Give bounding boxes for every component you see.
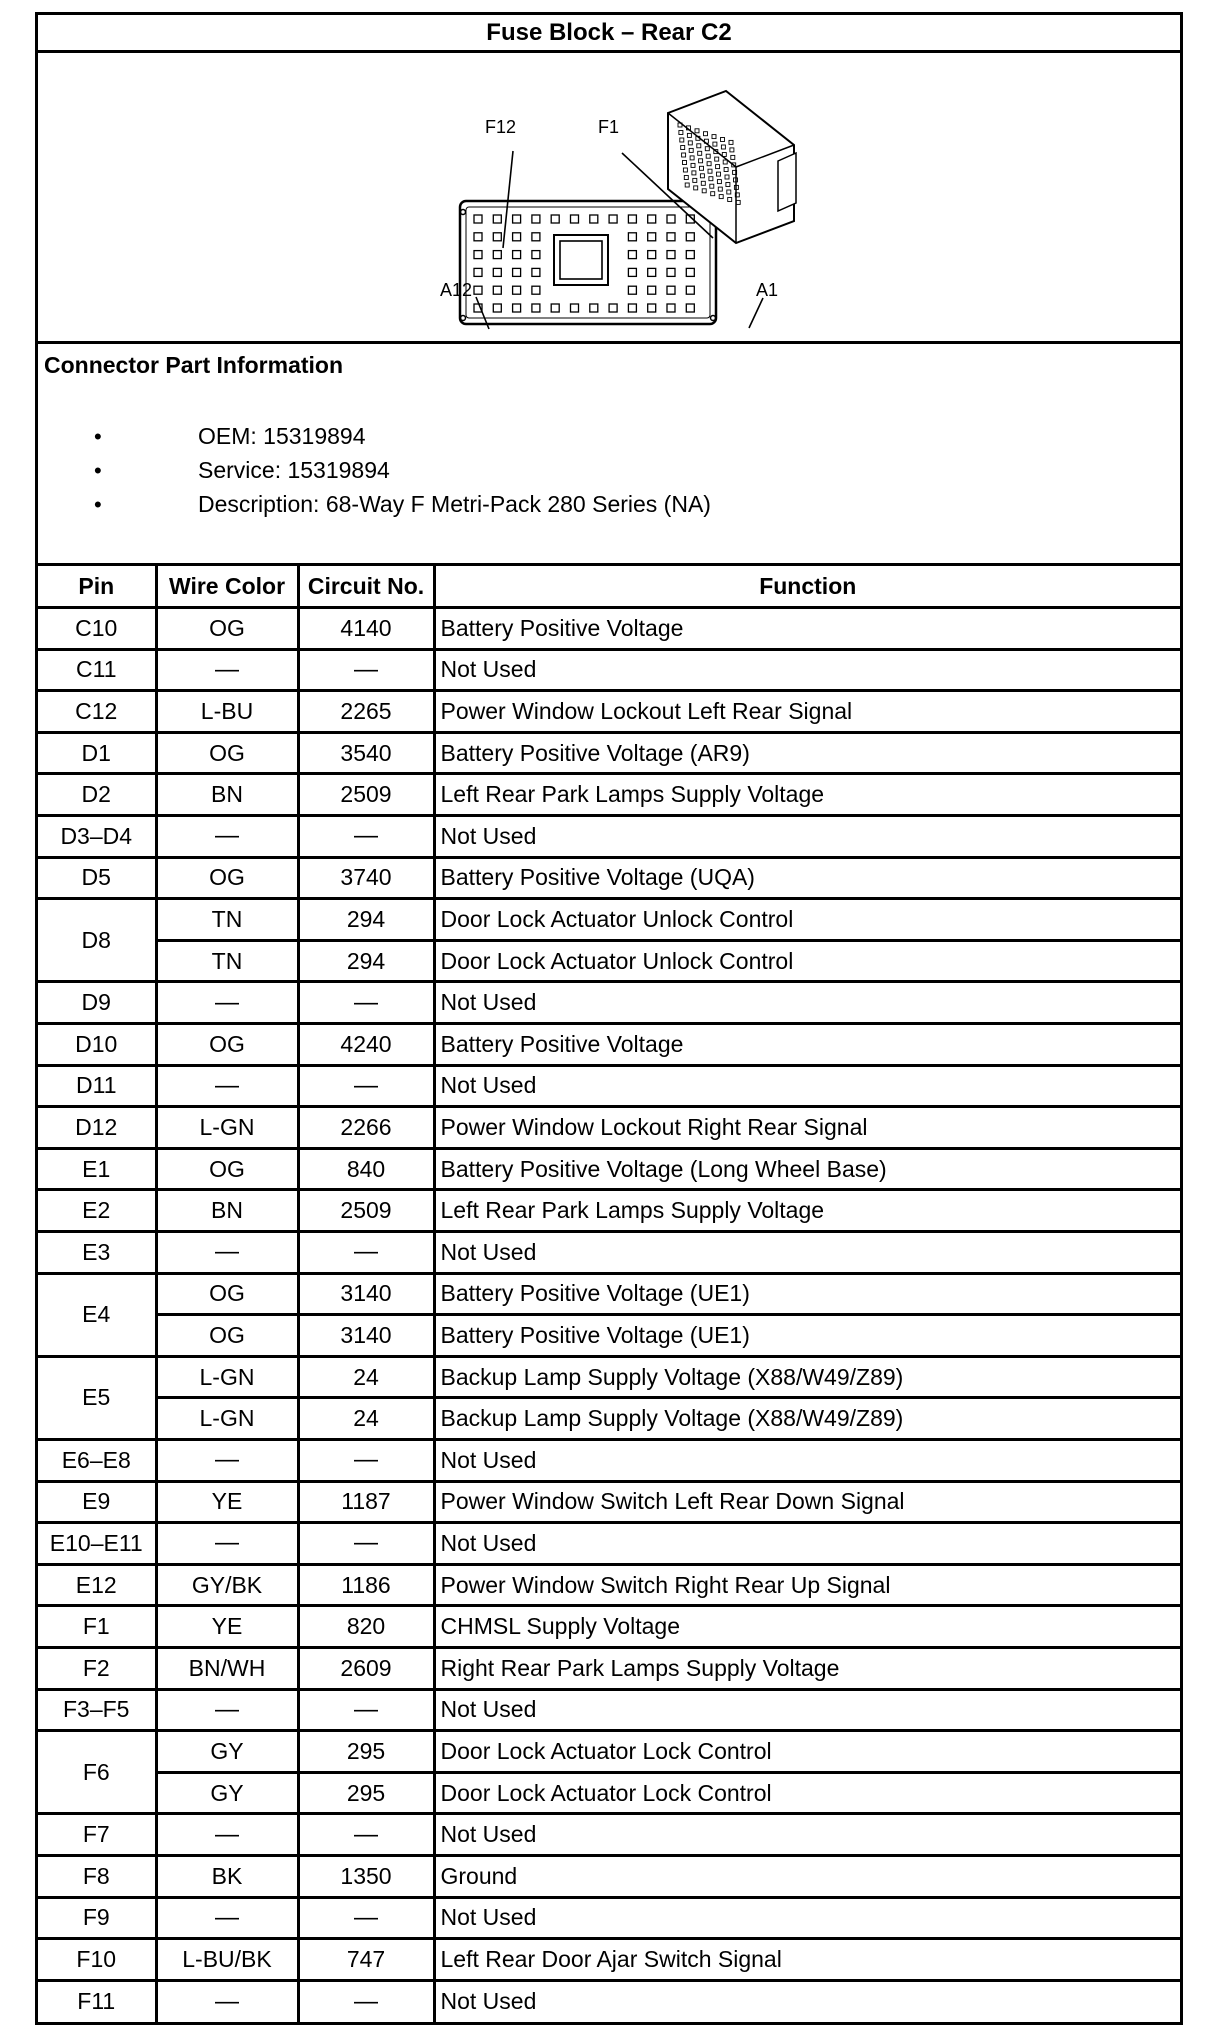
cell-circuit-no: —	[298, 1814, 434, 1856]
table-row	[38, 732, 1180, 774]
connector-sheet	[35, 12, 1183, 2025]
table-row	[38, 1398, 1180, 1440]
cell-circuit-no: 24	[298, 1398, 434, 1440]
cell-wire-color: —	[156, 816, 298, 858]
pin-cavity	[667, 304, 675, 312]
bullet: •	[94, 492, 102, 517]
pin-cavity	[667, 286, 675, 294]
cell-wire-color: OG	[156, 1148, 298, 1190]
cell-wire-color: TN	[156, 899, 298, 941]
cell-wire-color: —	[156, 1814, 298, 1856]
connector-info-list	[94, 419, 711, 521]
pin-cavity	[628, 304, 636, 312]
pin-cavity	[493, 251, 501, 259]
cell-wire-color: L-BU/BK	[156, 1939, 298, 1981]
cell-wire-color: BK	[156, 1855, 298, 1897]
table-row	[38, 1232, 1180, 1274]
table-row	[38, 1689, 1180, 1731]
pin-cavity	[474, 286, 482, 294]
pin-cavity	[667, 233, 675, 241]
table-row	[38, 1731, 1180, 1773]
cell-pin: E10–E11	[38, 1523, 156, 1565]
cell-circuit-no: 1187	[298, 1481, 434, 1523]
cell-circuit-no: 2509	[298, 1190, 434, 1232]
info-text: Service: 15319894	[198, 457, 390, 483]
table-row	[38, 1814, 1180, 1856]
pin-cavity	[493, 286, 501, 294]
pin-cavity	[648, 215, 656, 223]
f12-leader-line	[503, 151, 513, 248]
cell-pin: E6–E8	[38, 1439, 156, 1481]
cell-pin: F10	[38, 1939, 156, 1981]
table-row	[38, 1273, 1180, 1315]
cell-function: Backup Lamp Supply Voltage (X88/W49/Z89)	[434, 1398, 1180, 1440]
info-item-oem	[94, 419, 711, 453]
cell-circuit-no: —	[298, 1232, 434, 1274]
cell-pin: E2	[38, 1190, 156, 1232]
cell-pin: F7	[38, 1814, 156, 1856]
cell-wire-color: L-GN	[156, 1398, 298, 1440]
cell-function: Not Used	[434, 649, 1180, 691]
cell-pin: E9	[38, 1481, 156, 1523]
pin-cavity	[667, 251, 675, 259]
pin-cavity	[551, 215, 559, 223]
cell-pin: C11	[38, 649, 156, 691]
table-row	[38, 1065, 1180, 1107]
cell-function: Not Used	[434, 1232, 1180, 1274]
pin-cavity	[628, 268, 636, 276]
cell-circuit-no: —	[298, 816, 434, 858]
table-row	[38, 1855, 1180, 1897]
pin-cavity	[532, 268, 540, 276]
cell-circuit-no: 820	[298, 1606, 434, 1648]
cell-pin: F9	[38, 1897, 156, 1939]
pin-cavity	[628, 233, 636, 241]
cell-wire-color: OG	[156, 1024, 298, 1066]
pin-cavity	[609, 215, 617, 223]
pinout-table-body	[38, 608, 1180, 2022]
cell-function: Not Used	[434, 1439, 1180, 1481]
bullet: •	[94, 424, 102, 449]
cell-circuit-no: 1186	[298, 1564, 434, 1606]
pin-cavity	[686, 286, 694, 294]
cell-function: Door Lock Actuator Unlock Control	[434, 899, 1180, 941]
cell-pin: D8	[38, 899, 156, 982]
table-row	[38, 608, 1180, 650]
cell-circuit-no: 3140	[298, 1273, 434, 1315]
cell-function: Power Window Switch Left Rear Down Signal	[434, 1481, 1180, 1523]
info-text: Description: 68-Way F Metri-Pack 280 Series (NA)	[198, 491, 711, 517]
pin-cavity	[493, 304, 501, 312]
pin-cavity	[532, 215, 540, 223]
cell-circuit-no: 294	[298, 899, 434, 941]
table-row	[38, 774, 1180, 816]
connector-face-drawing	[38, 53, 1180, 341]
cell-function: Not Used	[434, 1523, 1180, 1565]
table-row	[38, 1980, 1180, 2022]
cell-pin: D11	[38, 1065, 156, 1107]
cell-circuit-no: 295	[298, 1772, 434, 1814]
cell-function: Door Lock Actuator Unlock Control	[434, 940, 1180, 982]
cell-wire-color: BN	[156, 1190, 298, 1232]
pin-cavity	[474, 215, 482, 223]
pin-cavity	[648, 304, 656, 312]
cell-wire-color: —	[156, 649, 298, 691]
cell-pin: F8	[38, 1855, 156, 1897]
pin-cavity	[686, 304, 694, 312]
cell-wire-color: BN	[156, 774, 298, 816]
pin-cavity	[532, 251, 540, 259]
cell-circuit-no: 1350	[298, 1855, 434, 1897]
pin-cavity	[628, 286, 636, 294]
cell-pin: F2	[38, 1647, 156, 1689]
table-row	[38, 1897, 1180, 1939]
table-row	[38, 857, 1180, 899]
cell-circuit-no: 24	[298, 1356, 434, 1398]
cell-wire-color: GY	[156, 1772, 298, 1814]
cell-wire-color: OG	[156, 608, 298, 650]
table-row	[38, 1772, 1180, 1814]
pin-cavity	[532, 286, 540, 294]
table-row	[38, 1606, 1180, 1648]
corner-pin-f12	[461, 210, 466, 215]
cell-pin: D3–D4	[38, 816, 156, 858]
table-row	[38, 816, 1180, 858]
pin-cavity	[686, 268, 694, 276]
cell-wire-color: YE	[156, 1481, 298, 1523]
table-row	[38, 1356, 1180, 1398]
info-item-description	[94, 487, 711, 521]
table-row	[38, 1107, 1180, 1149]
table-header-row	[38, 566, 1180, 608]
cell-circuit-no: 3740	[298, 857, 434, 899]
cell-pin: C10	[38, 608, 156, 650]
cell-pin: F6	[38, 1731, 156, 1814]
cell-function: Not Used	[434, 816, 1180, 858]
pin-cavity	[648, 286, 656, 294]
cell-circuit-no: 747	[298, 1939, 434, 1981]
cell-circuit-no: 840	[298, 1148, 434, 1190]
cell-wire-color: GY	[156, 1731, 298, 1773]
cell-function: Not Used	[434, 1689, 1180, 1731]
table-row	[38, 982, 1180, 1024]
cell-function: Door Lock Actuator Lock Control	[434, 1731, 1180, 1773]
cell-pin: F1	[38, 1606, 156, 1648]
cell-pin: D5	[38, 857, 156, 899]
cell-wire-color: YE	[156, 1606, 298, 1648]
label-a12: A12	[440, 280, 473, 300]
cell-function: Battery Positive Voltage (UE1)	[434, 1273, 1180, 1315]
cell-function: Power Window Switch Right Rear Up Signal	[434, 1564, 1180, 1606]
pin-cavity	[648, 251, 656, 259]
cell-function: Not Used	[434, 1897, 1180, 1939]
pinout-table	[38, 566, 1180, 2022]
cell-function: Left Rear Door Ajar Switch Signal	[434, 1939, 1180, 1981]
cell-wire-color: —	[156, 1232, 298, 1274]
cell-wire-color: OG	[156, 1315, 298, 1357]
cell-circuit-no: 2266	[298, 1107, 434, 1149]
label-a1: A1	[756, 280, 779, 300]
table-row	[38, 899, 1180, 941]
table-row	[38, 1481, 1180, 1523]
header-function: Function	[434, 566, 1180, 608]
cell-wire-color: —	[156, 1065, 298, 1107]
cell-function: Right Rear Park Lamps Supply Voltage	[434, 1647, 1180, 1689]
pin-cavity	[648, 268, 656, 276]
header-pin: Pin	[38, 566, 156, 608]
cell-wire-color: OG	[156, 1273, 298, 1315]
corner-pin-a1	[711, 316, 716, 321]
cell-function: Ground	[434, 1855, 1180, 1897]
a1-leader-line	[749, 298, 763, 328]
pin-cavity	[628, 215, 636, 223]
label-f12: F12	[485, 117, 517, 137]
cell-circuit-no: 4140	[298, 608, 434, 650]
cell-function: Not Used	[434, 1814, 1180, 1856]
table-row	[38, 1564, 1180, 1606]
cell-function: Door Lock Actuator Lock Control	[434, 1772, 1180, 1814]
table-row	[38, 1148, 1180, 1190]
cell-wire-color: L-BU	[156, 691, 298, 733]
pin-cavity	[667, 215, 675, 223]
pin-cavity	[571, 304, 579, 312]
cell-circuit-no: 295	[298, 1731, 434, 1773]
cell-function: CHMSL Supply Voltage	[434, 1606, 1180, 1648]
table-row	[38, 691, 1180, 733]
cell-pin: E1	[38, 1148, 156, 1190]
cell-function: Battery Positive Voltage (UQA)	[434, 857, 1180, 899]
cell-function: Backup Lamp Supply Voltage (X88/W49/Z89)	[434, 1356, 1180, 1398]
pin-cavity	[648, 233, 656, 241]
pin-cavity	[686, 233, 694, 241]
cell-circuit-no: 3540	[298, 732, 434, 774]
table-row	[38, 1939, 1180, 1981]
cell-pin: E4	[38, 1273, 156, 1356]
table-row	[38, 1024, 1180, 1066]
cell-function: Battery Positive Voltage	[434, 608, 1180, 650]
pin-cavity	[493, 233, 501, 241]
cell-circuit-no: 2609	[298, 1647, 434, 1689]
cell-function: Not Used	[434, 1065, 1180, 1107]
cell-wire-color: BN/WH	[156, 1647, 298, 1689]
cell-wire-color: —	[156, 982, 298, 1024]
cell-circuit-no: —	[298, 1439, 434, 1481]
table-row	[38, 1315, 1180, 1357]
cell-circuit-no: —	[298, 982, 434, 1024]
cell-circuit-no: 3140	[298, 1315, 434, 1357]
pin-cavity	[513, 251, 521, 259]
connector-info-heading: Connector Part Information	[44, 352, 344, 378]
cell-function: Power Window Lockout Left Rear Signal	[434, 691, 1180, 733]
cell-wire-color: —	[156, 1980, 298, 2022]
cell-pin: D12	[38, 1107, 156, 1149]
connector-part-information	[38, 344, 1180, 566]
table-row	[38, 1523, 1180, 1565]
pin-cavity	[628, 251, 636, 259]
cell-pin: D2	[38, 774, 156, 816]
pin-cavity	[609, 304, 617, 312]
pin-cavity	[686, 251, 694, 259]
cell-function: Battery Positive Voltage	[434, 1024, 1180, 1066]
cell-circuit-no: 294	[298, 940, 434, 982]
table-row	[38, 1439, 1180, 1481]
table-row	[38, 649, 1180, 691]
cell-circuit-no: 2509	[298, 774, 434, 816]
pin-cavity	[493, 268, 501, 276]
cell-wire-color: TN	[156, 940, 298, 982]
pin-cavity	[513, 215, 521, 223]
cell-circuit-no: 4240	[298, 1024, 434, 1066]
cell-pin: E3	[38, 1232, 156, 1274]
pin-cavity	[513, 304, 521, 312]
cell-circuit-no: —	[298, 1897, 434, 1939]
cell-circuit-no: —	[298, 1065, 434, 1107]
cell-pin: F3–F5	[38, 1689, 156, 1731]
info-text: OEM: 15319894	[198, 423, 366, 449]
cell-pin: D10	[38, 1024, 156, 1066]
pin-cavity	[571, 215, 579, 223]
cell-wire-color: —	[156, 1523, 298, 1565]
cell-pin: D9	[38, 982, 156, 1024]
pin-cavity	[474, 233, 482, 241]
pin-cavity	[551, 304, 559, 312]
cell-wire-color: —	[156, 1897, 298, 1939]
connector-latch	[778, 153, 796, 211]
cell-function: Power Window Lockout Right Rear Signal	[434, 1107, 1180, 1149]
cell-circuit-no: 2265	[298, 691, 434, 733]
cell-circuit-no: —	[298, 1689, 434, 1731]
cell-pin: F11	[38, 1980, 156, 2022]
connector-face	[460, 201, 716, 324]
pin-cavity	[493, 215, 501, 223]
connector-diagram	[38, 53, 1180, 344]
cell-function: Not Used	[434, 1980, 1180, 2022]
pin-cavity	[532, 304, 540, 312]
cell-wire-color: —	[156, 1439, 298, 1481]
cell-pin: C12	[38, 691, 156, 733]
cell-circuit-no: —	[298, 1523, 434, 1565]
header-circuit-no: Circuit No.	[298, 566, 434, 608]
cell-function: Battery Positive Voltage (Long Wheel Base)	[434, 1148, 1180, 1190]
center-lock-inner	[560, 241, 602, 279]
label-f1: F1	[598, 117, 620, 137]
pin-cavity	[513, 286, 521, 294]
cell-pin: E5	[38, 1356, 156, 1439]
table-row	[38, 940, 1180, 982]
cell-circuit-no: —	[298, 1980, 434, 2022]
corner-pin-a12	[461, 316, 466, 321]
pin-cavity	[513, 268, 521, 276]
table-row	[38, 1647, 1180, 1689]
cell-function: Battery Positive Voltage (UE1)	[434, 1315, 1180, 1357]
cell-pin: E12	[38, 1564, 156, 1606]
pin-cavity	[474, 251, 482, 259]
pin-cavity	[474, 268, 482, 276]
cell-function: Not Used	[434, 982, 1180, 1024]
pin-cavity	[590, 215, 598, 223]
cell-circuit-no: —	[298, 649, 434, 691]
cell-wire-color: —	[156, 1689, 298, 1731]
cell-pin: D1	[38, 732, 156, 774]
page-title: Fuse Block – Rear C2	[38, 15, 1180, 53]
bullet: •	[94, 458, 102, 483]
info-item-service	[94, 453, 711, 487]
cell-function: Left Rear Park Lamps Supply Voltage	[434, 1190, 1180, 1232]
cell-wire-color: OG	[156, 732, 298, 774]
cell-wire-color: GY/BK	[156, 1564, 298, 1606]
cell-wire-color: L-GN	[156, 1107, 298, 1149]
cell-wire-color: OG	[156, 857, 298, 899]
pin-cavity	[513, 233, 521, 241]
cell-wire-color: L-GN	[156, 1356, 298, 1398]
header-wire-color: Wire Color	[156, 566, 298, 608]
table-row	[38, 1190, 1180, 1232]
cell-function: Battery Positive Voltage (AR9)	[434, 732, 1180, 774]
pin-cavity	[532, 233, 540, 241]
cell-function: Left Rear Park Lamps Supply Voltage	[434, 774, 1180, 816]
pin-cavity	[667, 268, 675, 276]
pin-cavity	[590, 304, 598, 312]
